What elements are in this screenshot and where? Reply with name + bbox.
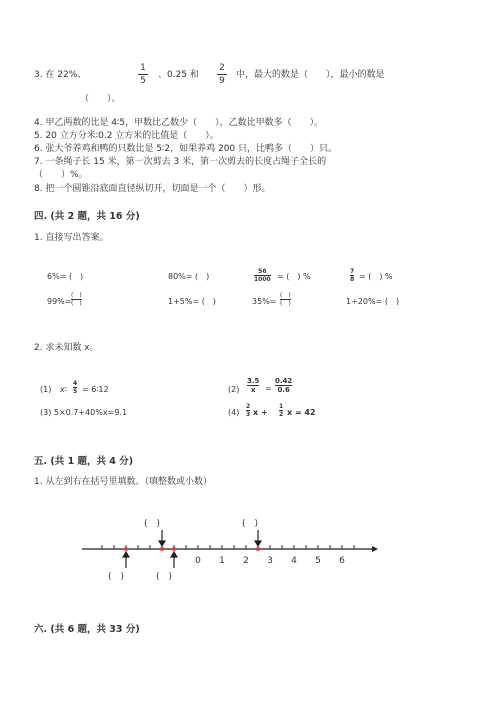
section-6-title: 六. (共 6 题，共 33 分) xyxy=(34,624,140,635)
section-4-q2: 2. 求未知数 x。 xyxy=(34,343,99,353)
blank-top-1: ( ) xyxy=(144,519,161,529)
point-c xyxy=(172,547,176,551)
tick-label-5: 5 xyxy=(315,556,321,566)
calc-3-fraction: 56 1000 xyxy=(254,268,271,283)
eq1-label: (1) xyxy=(40,385,52,394)
calc-7: 35%= xyxy=(252,297,277,306)
eq1-rest: = 6∶12 xyxy=(82,385,109,394)
eq1-var: x∶ xyxy=(60,385,67,394)
q7-text-2: （ ）%。 xyxy=(34,170,88,180)
eq2-label: (2) xyxy=(228,385,240,394)
calc-1: 6%= ( ) xyxy=(47,272,84,281)
calc-4-fraction: 7 8 xyxy=(350,268,355,283)
section-4-title: 四. (共 2 题，共 16 分) xyxy=(34,211,140,222)
q8-text: 8. 把一个圆锥沿底面直径纵切开，切面是一个（ ）形。 xyxy=(34,184,271,194)
q4-text: 4. 甲乙两数的比是 4∶5，甲数比乙数少（ ），乙数比甲数多（ ）。 xyxy=(34,118,324,128)
q3-suffix: 中，最大的数是（ ），最小的数是 xyxy=(236,70,385,80)
eq4-mid: x + xyxy=(253,408,268,417)
tick-label-3: 3 xyxy=(267,556,273,566)
point-b xyxy=(160,547,164,551)
blank-bottom-1: ( ) xyxy=(108,572,125,582)
section-4-q1: 1. 直接写出答案。 xyxy=(34,233,109,243)
tick-label-2: 2 xyxy=(243,556,249,566)
q7-text: 7. 一条绳子长 15 米，第一次剪去 3 米，第一次剪去的长度占绳子全长的 xyxy=(34,157,327,167)
calc-3: = ( ) % xyxy=(277,272,311,281)
eq4-fraction-a: 2 3 xyxy=(246,403,251,418)
q3-fraction-1: 1 5 xyxy=(138,63,148,86)
calc-8: 1÷20%= ( ) xyxy=(346,297,400,306)
eq1-fraction: 4 5 xyxy=(73,380,78,395)
eq2-right-fraction: 0.42 0.6 xyxy=(275,377,293,394)
calc-7-blank-fraction: ( ) ( ) xyxy=(280,292,291,307)
calc-2: 80%= ( ) xyxy=(168,272,210,281)
blank-top-2: ( ) xyxy=(242,519,259,529)
tick-label-6: 6 xyxy=(339,556,345,566)
eq3: (3) 5×0.7+40%x=9.1 xyxy=(40,408,128,417)
eq2-left-fraction: 3.5 x xyxy=(247,377,260,394)
section-5-q1: 1. 从左到右在括号里填数。（填整数或小数） xyxy=(34,477,212,487)
number-line-arrowhead xyxy=(372,546,378,552)
eq4-rest: x = 42 xyxy=(287,408,316,417)
tick-label-4: 4 xyxy=(291,556,297,566)
point-a xyxy=(124,547,128,551)
calc-4: = ( ) % xyxy=(359,272,393,281)
blank-bottom-2: ( ) xyxy=(156,572,173,582)
tick-label-0: 0 xyxy=(195,556,201,566)
q3-fraction-2: 2 9 xyxy=(217,63,227,86)
q3-line2: （ ）。 xyxy=(80,94,121,104)
arrow-down-1-head xyxy=(159,541,165,546)
q6-text: 6. 张大爷养鸡和鸭的只数比是 5∶2，如果养鸡 200 只，比鸭多（ ）只。 xyxy=(34,144,338,154)
point-d xyxy=(256,547,260,551)
calc-6: 1+5%= ( ) xyxy=(168,297,216,306)
tick-label-1: 1 xyxy=(219,556,225,566)
calc-5: 99%= xyxy=(47,297,72,306)
arrow-down-2-head xyxy=(255,541,261,546)
arrow-up-1-head xyxy=(123,552,129,557)
section-5-title: 五. (共 1 题，共 4 分) xyxy=(34,456,134,467)
q5-text: 5. 20 立方分米∶0.2 立方米的比值是（ ）。 xyxy=(34,131,219,141)
q3-prefix: 3. 在 22%、 xyxy=(34,70,87,80)
calc-5-blank-fraction: ( ) ( ) xyxy=(71,292,82,307)
eq4-fraction-b: 1 2 xyxy=(279,403,284,418)
eq4-label: (4) xyxy=(228,408,240,417)
q3-mid: 、0.25 和 xyxy=(158,70,199,80)
arrow-up-2-head xyxy=(171,552,177,557)
eq2-equals: = xyxy=(265,384,272,393)
